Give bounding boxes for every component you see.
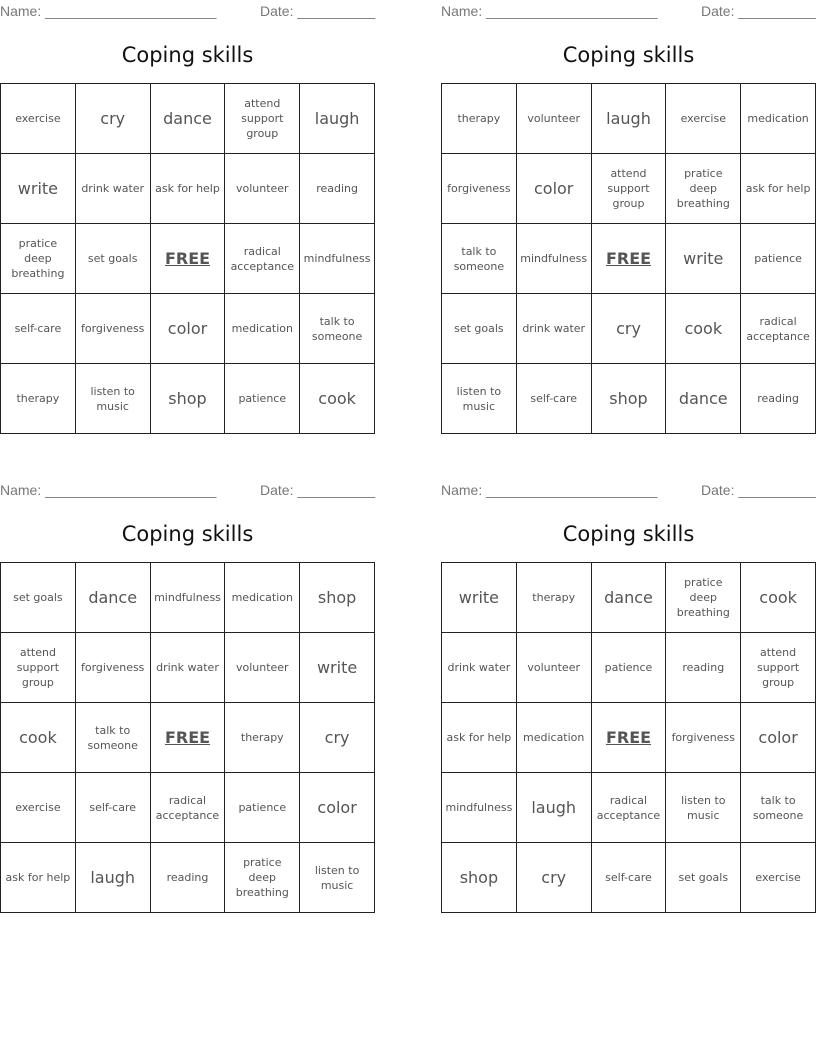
bingo-cell: exercise (741, 843, 816, 913)
bingo-cell: pratice deep breathing (666, 563, 741, 633)
bingo-cell: set goals (76, 224, 151, 294)
bingo-cell: patience (225, 773, 300, 843)
bingo-cell: color (151, 294, 226, 364)
bingo-cell: cry (517, 843, 592, 913)
bingo-cell: drink water (517, 294, 592, 364)
bingo-cell: cry (592, 294, 667, 364)
bingo-grid (0, 562, 375, 913)
card-title: Coping skills (562, 522, 695, 546)
bingo-cell: talk to someone (300, 294, 375, 364)
bingo-cell: drink water (76, 154, 151, 224)
bingo-cell: forgiveness (442, 154, 517, 224)
bingo-cell: ask for help (1, 843, 76, 913)
bingo-cell: ask for help (151, 154, 226, 224)
bingo-cell: attend support group (741, 633, 816, 703)
bingo-cell: listen to music (300, 843, 375, 913)
bingo-cell: self-care (517, 364, 592, 434)
bingo-cell: mindfulness (151, 563, 226, 633)
bingo-cell: color (741, 703, 816, 773)
bingo-cell: self-care (592, 843, 667, 913)
bingo-cell: shop (151, 364, 226, 434)
bingo-cell: medication (225, 563, 300, 633)
bingo-cell: ask for help (741, 154, 816, 224)
bingo-cell: therapy (517, 563, 592, 633)
bingo-cell: volunteer (517, 84, 592, 154)
bingo-cell: listen to music (666, 773, 741, 843)
bingo-cell: write (442, 563, 517, 633)
name-field: Name: ______________________ (441, 482, 658, 498)
bingo-cell: reading (741, 364, 816, 434)
bingo-cell: listen to music (442, 364, 517, 434)
bingo-cell: radical acceptance (592, 773, 667, 843)
bingo-cell: forgiveness (76, 633, 151, 703)
bingo-cell: patience (741, 224, 816, 294)
bingo-card-4 (441, 479, 816, 911)
bingo-cell: volunteer (225, 633, 300, 703)
bingo-cell: radical acceptance (225, 224, 300, 294)
bingo-cell: pratice deep breathing (1, 224, 76, 294)
bingo-cell: medication (741, 84, 816, 154)
bingo-cell: color (517, 154, 592, 224)
bingo-cell: laugh (592, 84, 667, 154)
bingo-cell: drink water (442, 633, 517, 703)
bingo-cell: cry (300, 703, 375, 773)
bingo-cell: attend support group (592, 154, 667, 224)
bingo-cell: laugh (517, 773, 592, 843)
bingo-cell: dance (666, 364, 741, 434)
bingo-grid (441, 83, 816, 434)
name-field: Name: ______________________ (0, 3, 217, 19)
bingo-cell: set goals (1, 563, 76, 633)
bingo-cell: write (300, 633, 375, 703)
bingo-cell: radical acceptance (151, 773, 226, 843)
bingo-cell: radical acceptance (741, 294, 816, 364)
bingo-cell: exercise (1, 773, 76, 843)
bingo-cell: volunteer (225, 154, 300, 224)
bingo-cell: reading (666, 633, 741, 703)
bingo-cell: ask for help (442, 703, 517, 773)
date-field: Date: __________ (701, 482, 816, 498)
bingo-cell: reading (151, 843, 226, 913)
bingo-cell: cook (1, 703, 76, 773)
bingo-cell: dance (592, 563, 667, 633)
bingo-cell: mindfulness (517, 224, 592, 294)
name-field: Name: ______________________ (441, 3, 658, 19)
bingo-cell: shop (592, 364, 667, 434)
bingo-cell: talk to someone (76, 703, 151, 773)
bingo-cell: mindfulness (300, 224, 375, 294)
card-title: Coping skills (562, 43, 695, 67)
bingo-cell: medication (517, 703, 592, 773)
bingo-card-1 (0, 0, 375, 432)
bingo-cell: self-care (1, 294, 76, 364)
card-title: Coping skills (121, 43, 254, 67)
bingo-cell: dance (76, 563, 151, 633)
free-space: FREE (151, 224, 226, 294)
date-field: Date: __________ (260, 482, 376, 498)
bingo-cell: cry (76, 84, 151, 154)
bingo-cell: shop (300, 563, 375, 633)
bingo-cell: patience (592, 633, 667, 703)
date-field: Date: __________ (701, 3, 816, 19)
bingo-cell: pratice deep breathing (225, 843, 300, 913)
bingo-cell: laugh (300, 84, 375, 154)
bingo-cell: forgiveness (76, 294, 151, 364)
date-field: Date: __________ (260, 3, 376, 19)
free-space: FREE (592, 703, 667, 773)
bingo-cell: volunteer (517, 633, 592, 703)
bingo-cell: write (1, 154, 76, 224)
bingo-cell: talk to someone (442, 224, 517, 294)
bingo-cell: cook (741, 563, 816, 633)
bingo-cell: cook (666, 294, 741, 364)
bingo-card-2 (441, 0, 816, 432)
bingo-cell: pratice deep breathing (666, 154, 741, 224)
bingo-cell: attend support group (1, 633, 76, 703)
bingo-cell: set goals (442, 294, 517, 364)
bingo-cell: talk to someone (741, 773, 816, 843)
free-space: FREE (592, 224, 667, 294)
bingo-grid (0, 83, 375, 434)
bingo-cell: set goals (666, 843, 741, 913)
bingo-grid (441, 562, 816, 913)
bingo-cell: medication (225, 294, 300, 364)
bingo-cell: drink water (151, 633, 226, 703)
bingo-cell: reading (300, 154, 375, 224)
card-title: Coping skills (121, 522, 254, 546)
bingo-cell: therapy (1, 364, 76, 434)
bingo-cell: write (666, 224, 741, 294)
bingo-cell: cook (300, 364, 375, 434)
bingo-cell: therapy (225, 703, 300, 773)
bingo-cell: exercise (1, 84, 76, 154)
bingo-cell: forgiveness (666, 703, 741, 773)
bingo-cell: therapy (442, 84, 517, 154)
bingo-cell: color (300, 773, 375, 843)
bingo-cell: dance (151, 84, 226, 154)
bingo-cell: patience (225, 364, 300, 434)
bingo-cell: laugh (76, 843, 151, 913)
name-field: Name: ______________________ (0, 482, 217, 498)
bingo-cell: attend support group (225, 84, 300, 154)
bingo-card-3 (0, 479, 375, 911)
bingo-cell: listen to music (76, 364, 151, 434)
bingo-cell: shop (442, 843, 517, 913)
bingo-cell: mindfulness (442, 773, 517, 843)
bingo-cell: exercise (666, 84, 741, 154)
free-space: FREE (151, 703, 226, 773)
bingo-cell: self-care (76, 773, 151, 843)
